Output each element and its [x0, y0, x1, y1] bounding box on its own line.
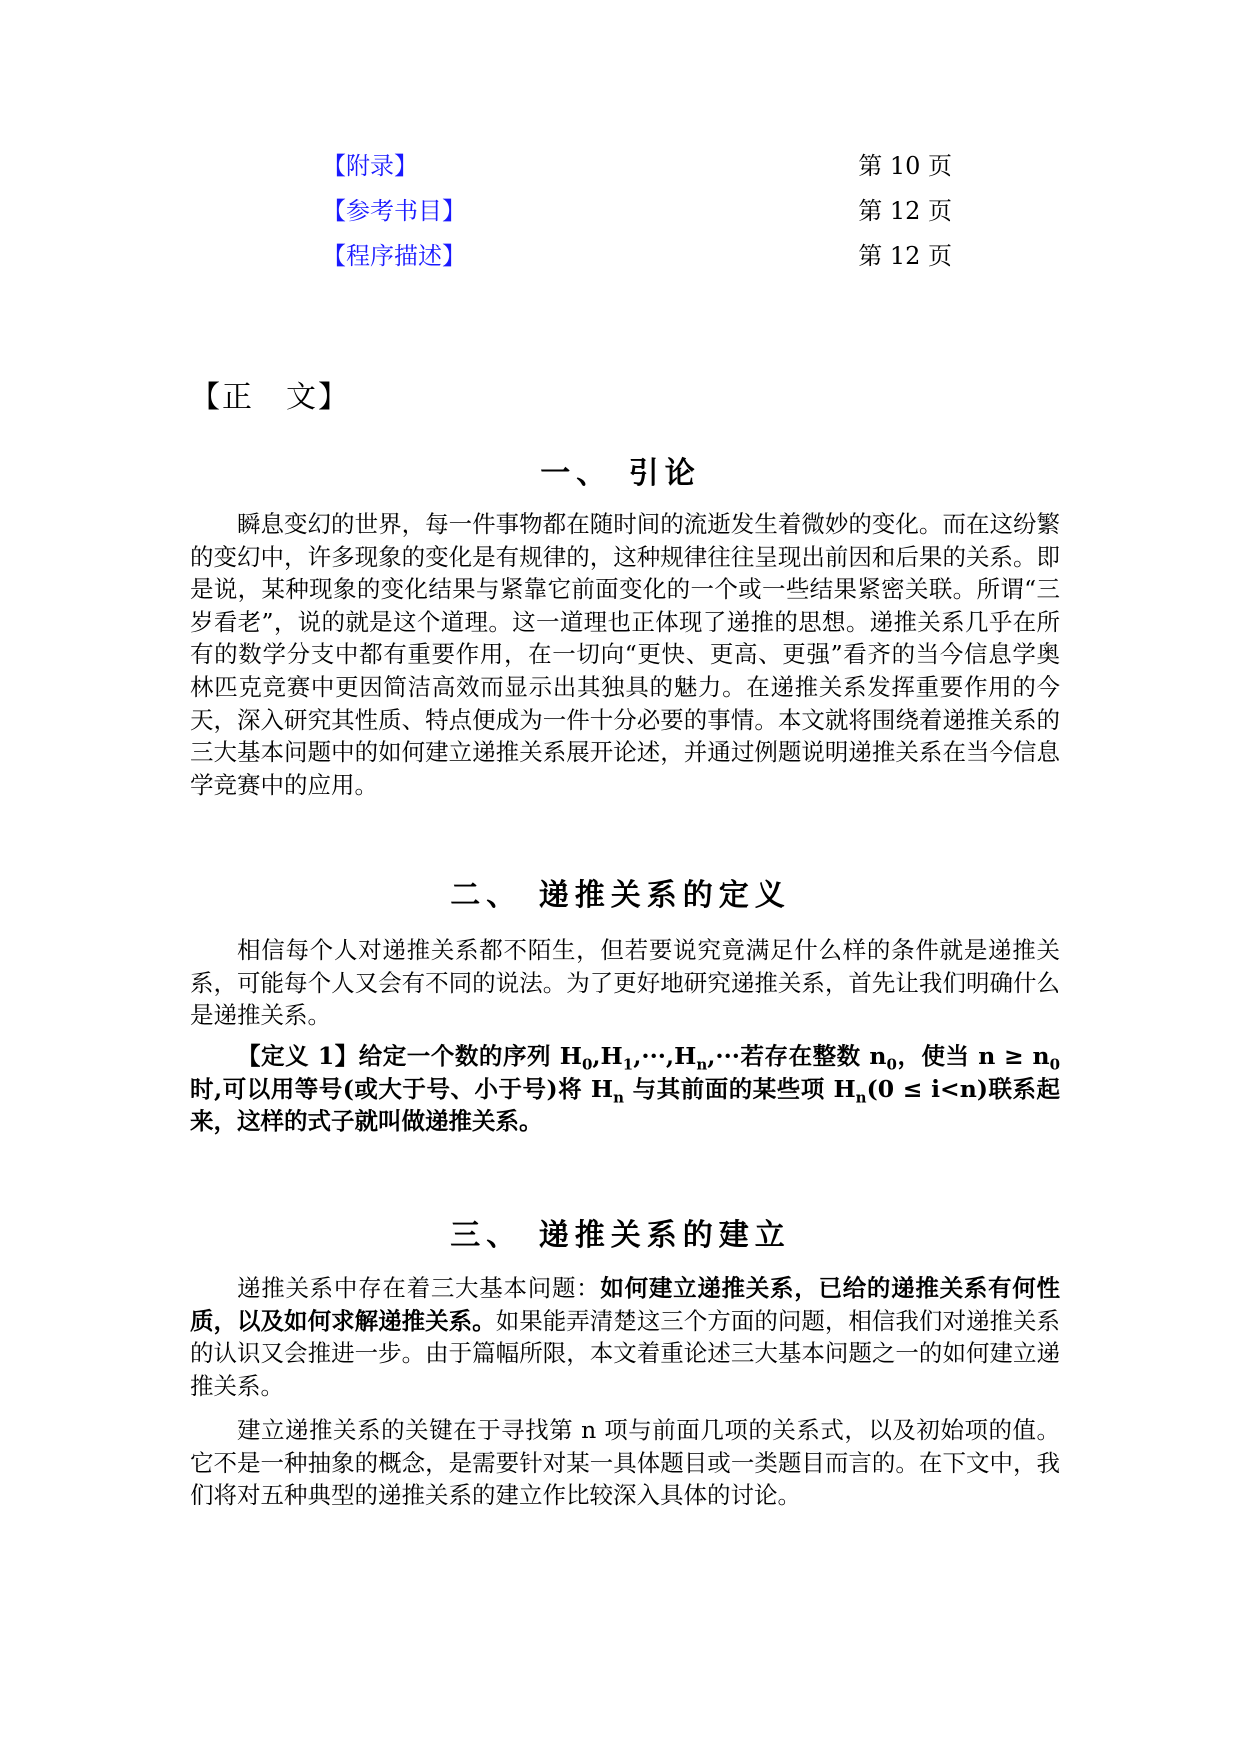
definition-1: 【定义 1】给定一个数的序列 $H_0,H_1,\cdot\cdot\cdot,H_n,\cdot\cdot\cdot$若存在整数 $n_0$，使当 $n \ge n_0$ 时,可以用等号(或大于号、小于号)将 $H_n$ 与其前面的某些项 $H_n(0 \le i<n)$联系起来，这样的式子就叫做递推关系。	[190, 1042, 1060, 1136]
section-heading-introduction: 一、 引论	[540, 456, 701, 491]
section-heading-definition: 二、 递推关系的定义	[450, 878, 791, 913]
toc-row	[322, 193, 952, 238]
table-of-contents	[322, 148, 952, 283]
toc-row	[322, 238, 952, 283]
section-heading-establishment: 三、 递推关系的建立	[450, 1218, 791, 1253]
toc-page-number: 第 12 页	[858, 197, 952, 225]
toc-link-appendix[interactable]: 【附录】	[322, 152, 418, 180]
body-title: 【正 文】	[190, 380, 350, 415]
toc-row	[322, 148, 952, 193]
toc-link-program-description[interactable]: 【程序描述】	[322, 242, 466, 270]
establishment-paragraph-2: 建立递推关系的关键在于寻找第 n 项与前面几项的关系式，以及初始项的值。它不是一种抽象的概念，是需要针对某一具体题目或一类题目而言的。在下文中，我们将对五种典型的递推关系的建立作比较深入具体的讨论。	[190, 1416, 1060, 1510]
toc-page-number: 第 10 页	[858, 152, 952, 180]
definition-intro-paragraph: 相信每个人对递推关系都不陌生，但若要说究竟满足什么样的条件就是递推关系，可能每个人又会有不同的说法。为了更好地研究递推关系，首先让我们明确什么是递推关系。	[190, 936, 1060, 1030]
establishment-paragraph-1: 递推关系中存在着三大基本问题：如何建立递推关系，已给的递推关系有何性质，以及如何求解递推关系。如果能弄清楚这三个方面的问题，相信我们对递推关系的认识又会推进一步。由于篇幅所限，本文着重论述三大基本问题之一的如何建立递推关系。	[190, 1274, 1061, 1400]
toc-link-references[interactable]: 【参考书目】	[322, 197, 466, 225]
intro-paragraph: 瞬息变幻的世界，每一件事物都在随时间的流逝发生着微妙的变化。而在这纷繁的变幻中，许多现象的变化是有规律的，这种规律往往呈现出前因和后果的关系。即是说，某种现象的变化结果与紧靠它前面变化的一个或一些结果紧密关联。所谓“三岁看老”，说的就是这个道理。这一道理也正体现了递推的思想。递推关系几乎在所有的数学分支中都有重要作用，在一切向“更快、更高、更强”看齐的当今信息学奥林匹克竞赛中更因简洁高效而显示出其独具的魅力。在递推关系发挥重要作用的今天，深入研究其性质、特点便成为一件十分必要的事情。本文就将围绕着递推关系的三大基本问题中的如何建立递推关系展开论述，并通过例题说明递推关系在当今信息学竞赛中的应用。	[190, 510, 1060, 799]
toc-page-number: 第 12 页	[858, 242, 952, 270]
